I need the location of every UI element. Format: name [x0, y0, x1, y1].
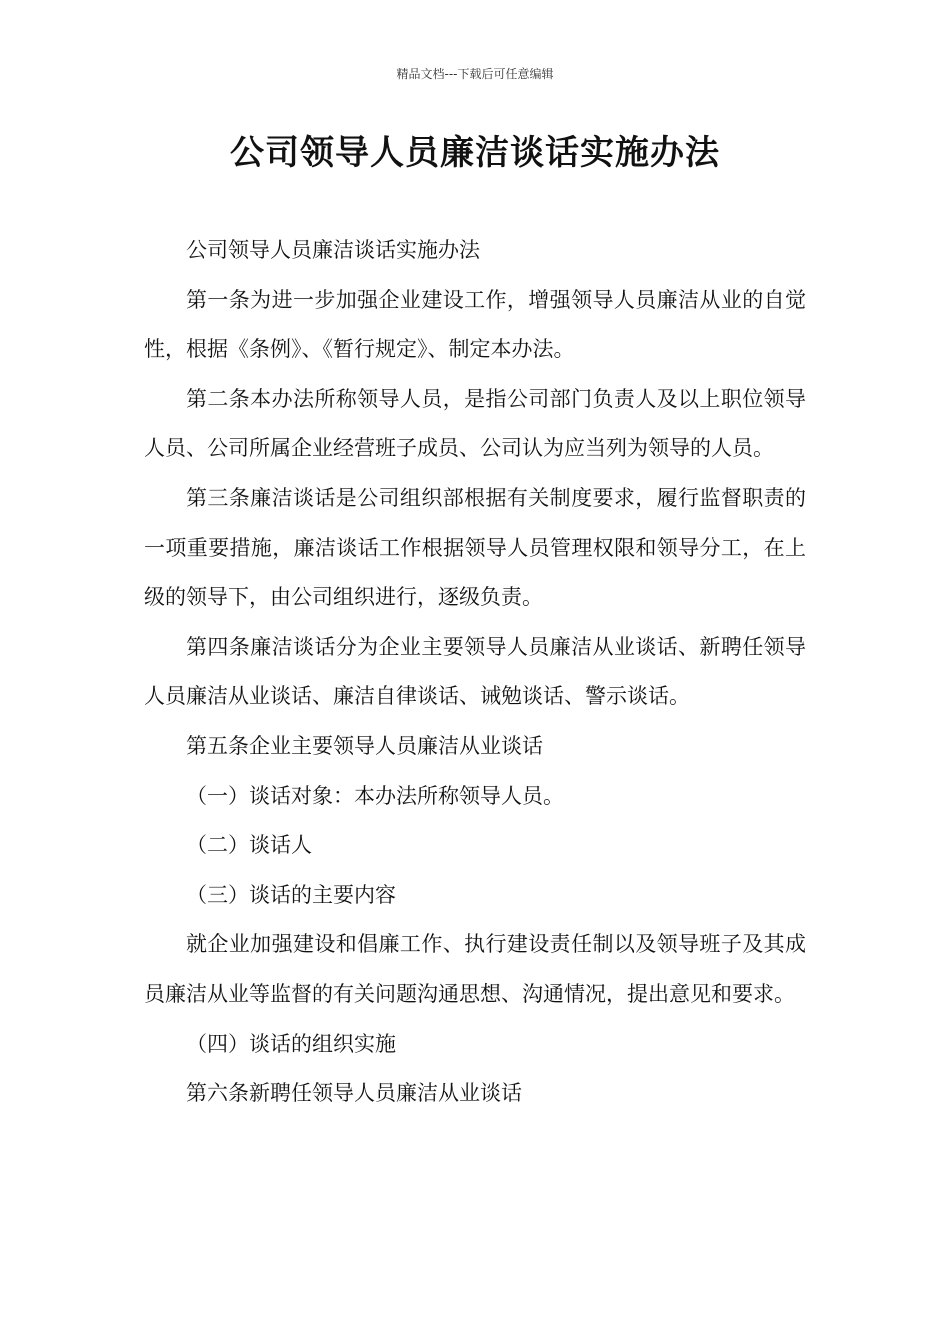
paragraph-item-2: （二）谈话人 — [186, 833, 312, 858]
paragraph-article-4: 第四条廉洁谈话分为企业主要领导人员廉洁从业谈话、新聘任领导人员廉洁从业谈话、廉洁自律谈话、诫勉谈话、警示谈话。 — [144, 634, 806, 709]
paragraph-item-1: （一）谈话对象：本办法所称领导人员。 — [186, 783, 564, 808]
paragraph-article-5: 第五条企业主要领导人员廉洁从业谈话 — [186, 733, 543, 758]
paragraph-item-4: （四）谈话的组织实施 — [186, 1031, 396, 1056]
header-note: 精品文档---下载后可任意编辑 — [396, 67, 554, 81]
paragraph-article-2: 第二条本办法所称领导人员，是指公司部门负责人及以上职位领导人员、公司所属企业经营班子成员、公司认为应当列为领导的人员。 — [144, 386, 806, 461]
paragraph-item-3-content: 就企业加强建设和倡廉工作、执行建设责任制以及领导班子及其成员廉洁从业等监督的有关问题沟通思想、沟通情况，提出意见和要求。 — [144, 932, 806, 1006]
paragraph-article-3: 第三条廉洁谈话是公司组织部根据有关制度要求，履行监督职责的一项重要措施，廉洁谈话工作根据领导人员管理权限和领导分工，在上级的领导下，由公司组织进行，逐级负责。 — [144, 485, 806, 610]
paragraph-heading: 公司领导人员廉洁谈话实施办法 — [186, 238, 480, 262]
paragraph-article-1: 第一条为进一步加强企业建设工作，增强领导人员廉洁从业的自觉性，根据《条例》、《暂行规定》、制定本办法。 — [144, 287, 806, 362]
paragraph-item-3: （三）谈话的主要内容 — [186, 882, 396, 907]
paragraph-article-6: 第六条新聘任领导人员廉洁从业谈话 — [186, 1081, 522, 1106]
document-body — [144, 226, 806, 1119]
document-title: 公司领导人员廉洁谈话实施办法 — [230, 133, 720, 173]
